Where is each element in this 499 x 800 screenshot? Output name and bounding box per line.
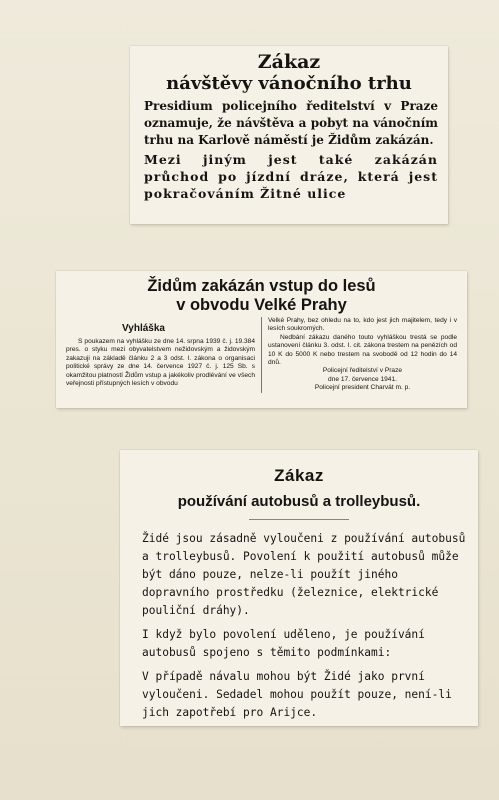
clipping-body (130, 94, 448, 202)
notice-heading: Vyhláška (122, 323, 165, 334)
newspaper-clipping-forests (56, 271, 467, 408)
clipping-body (120, 530, 478, 722)
clipping-paragraph: Mezi jiným jest také zakázán průchod po jízdní dráze, která jest pokračováním Žitné ulice (144, 152, 438, 201)
signature-line: Policejní president Charvát m. p. (314, 384, 411, 392)
divider (249, 519, 349, 520)
signature-line: Policejní ředitelství v Praze (322, 367, 403, 375)
right-column (262, 317, 457, 393)
clipping-subtitle: návštěvy vánočního trhu (166, 73, 412, 94)
clipping-subtitle: používání autobusů a trolleybusů. (177, 493, 421, 510)
clipping-columns (56, 315, 467, 393)
clipping-paragraph: V případě návalu mohou být Židé jako první vyloučeni. Sedadel mohou použít pouze, není-li jich zapotřebí pro Arijce. (142, 670, 452, 719)
clipping-title: Zákaz (274, 466, 324, 485)
clipping-paragraph: Židé jsou zásadně vyloučeni z používání autobusů a trolleybusů. Povolení k použití autobusů může být dáno pouze, nelze-li použít jiného dopravního prostředku (železnice, elektrické pouliční dráhy). (142, 532, 466, 617)
newspaper-clipping-buses (120, 450, 478, 726)
clipping-paragraph: Velké Prahy, bez ohledu na to, kdo jest jich majitelem, tedy i v lesích soukromých. (268, 317, 457, 333)
clipping-title: Zákaz (257, 51, 321, 73)
clipping-paragraph: Presidium policejního ředitelství v Praze oznamuje, že návštěva a pobyt na vánočním trhu na Karlově náměstí je Židům zakázán. (144, 99, 438, 147)
clipping-paragraph: Nedbání zákazu daného touto vyhláškou trestá se podle ustanovení článku 3. odst. I. cit. zákona trestem na penězích od 10 K do 5000 K nebo trestem na svobodě od 12 hodin do 14 dnů. (268, 333, 457, 367)
left-column (66, 317, 262, 393)
clipping-title (56, 277, 467, 315)
clipping-paragraph: S poukazem na vyhlášku ze dne 14. srpna 1939 č. j. 19.384 pres. o styku mezi obyvatelstvem nežidovským a židovským zakazuji na základě článku 2 a 3 odst. I. zákona o organisaci politické správy ze dne 14. července 1927 č. j. 125 Sb. s okamžitou platností Židům vstup a jakékoliv prodlévání ve všech veřejnosti přístupných lesích v obvodu (66, 338, 255, 388)
newspaper-clipping-christmas-market (130, 46, 448, 224)
signature-line: dne 17. července 1941. (328, 375, 397, 383)
clipping-title-line: v obvodu Velké Prahy (176, 296, 347, 314)
clipping-paragraph: I když bylo povolení uděleno, je používání autobusů spojeno s těmito podmínkami: (142, 628, 425, 659)
clipping-title-line: Židům zakázán vstup do lesů (147, 277, 376, 295)
